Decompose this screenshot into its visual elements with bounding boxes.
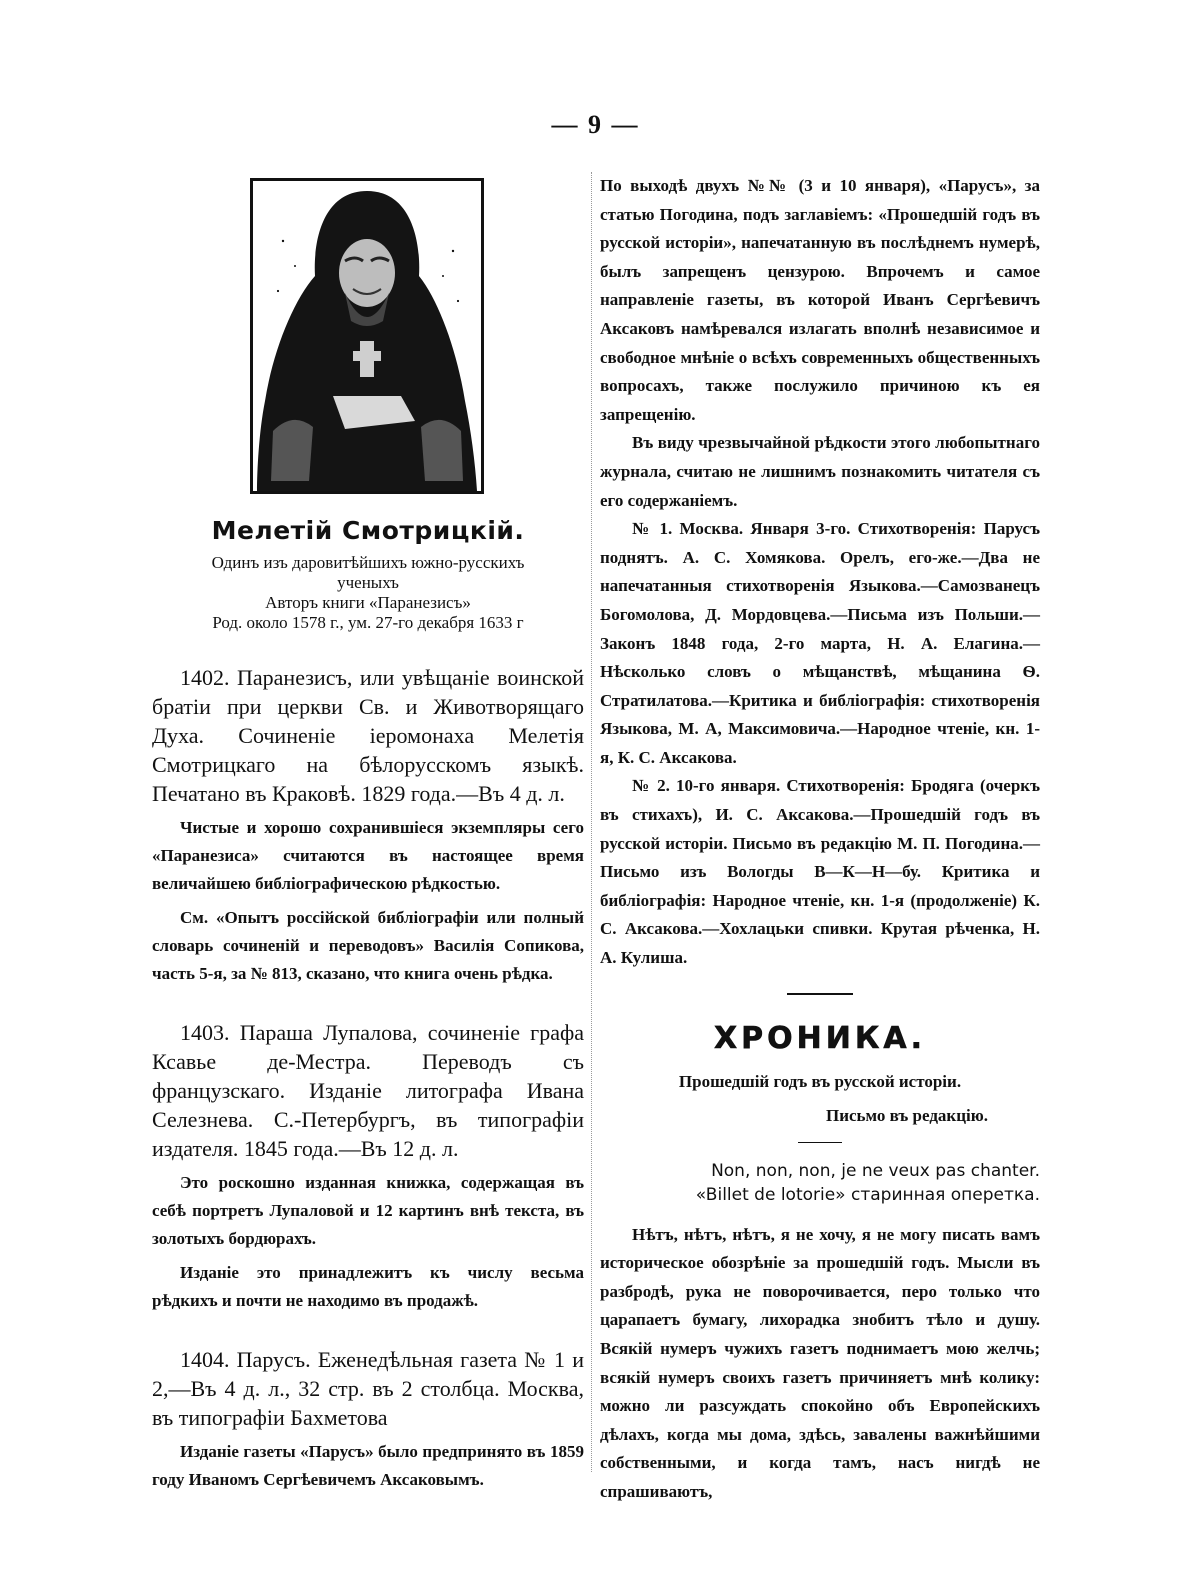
entry-1402-note: Чистые и хорошо сохранившіеся экземпляры сего «Паранезиса» считаются въ настоящее время величайшею библіографическою рѣдкостью. — [152, 818, 584, 893]
right-column — [600, 172, 1040, 1507]
portrait-caption-line: Род. около 1578 г., ум. 27-го декабря 1633 г — [212, 613, 524, 632]
column-divider — [591, 172, 592, 1472]
paragraph: По выходѣ двухъ №№ (3 и 10 января), «Парусъ», за статью Погодина, подъ заглавіемъ: «Прошедшій годъ въ русской исторіи», напечатанную въ послѣднемъ нумерѣ, былъ запрещенъ цензурою. Впрочемъ и самое направленіе газеты, въ которой Иванъ Сергѣевичъ Аксаковъ намѣревался излагать вполнѣ независимое и свободное мнѣніе о всѣхъ современныхъ общественныхъ вопросахъ, также послужило причиною къ ея запрещенію. — [600, 176, 1040, 424]
section-rule — [798, 1142, 842, 1143]
entry-1402-heading: 1402. Паранезисъ, или увѣщаніе воинской братіи при церкви Св. и Животворящаго Духа. Сочиненіе іеромонаха Мелетія Смотрицкаго на бѣлорусскомъ языкѣ. Печатано въ Краковѣ. 1829 года.—Въ 4 д. л. — [152, 665, 584, 806]
entry-1404-heading: 1404. Парусъ. Еженедѣльная газета № 1 и 2,—Въ 4 д. л., 32 стр. въ 2 столбца. Москва, въ типографіи Бахметова — [152, 1347, 584, 1430]
epigraph-line: Non, non, non, je ne veux pas chanter. — [711, 1160, 1040, 1181]
paragraph: № 2. 10-го января. Стихотворенія: Бродяга (очеркъ въ стихахъ), И. С. Аксакова.—Прошедшій годъ въ русской исторіи. Письмо въ редакцію М. П. Погодина.—Письмо изъ Вологды В—К—Н—бу. Критика и библіографія: Народное чтеніе, кн. 1-я (продолженіе) К. С. Аксакова.—Хохлацьки спивки. Крутая рѣченка, Н. А. Кулиша. — [600, 776, 1040, 968]
entry-1404-note: Изданіе газеты «Парусъ» было предпринято въ 1859 году Иваномъ Сергѣевичемъ Аксаковымъ. — [152, 1442, 584, 1489]
letter-body: Нѣтъ, нѣтъ, нѣтъ, я не хочу, я не могу писать вамъ историческое обозрѣніе за прошедшій годъ. Мысли въ разбродѣ, рука не поворочивается, перо только что царапаетъ бумагу, лихорадка знобитъ тѣло и душу. Всякій нумеръ чужихъ газетъ поднимаетъ мою желчь; всякій нумеръ своихъ газетъ причиняетъ мнѣ колику: можно ли разсуждать спокойно объ Европейскихъ дѣлахъ, когда мы дома, здѣсь, завалены важнѣйшими собственными, и когда тамъ, насъ нигдѣ не спрашиваютъ, — [600, 1224, 1040, 1501]
section-title: ХРОНИКА. — [714, 1020, 926, 1056]
left-column — [152, 172, 584, 1494]
entry-1403-heading: 1403. Параша Лупалова, сочиненіе графа Ксавье де-Местра. Переводъ съ французскаго. Изданіе литографа Ивана Селезнева. С.-Петербургъ, въ типографіи издателя. 1845 года.—Въ 12 д. л. — [152, 1020, 584, 1161]
portrait-caption-line: ученыхъ — [337, 573, 399, 592]
paragraph: Въ виду чрезвычайной рѣдкости этого любопытнаго журнала, считаю не лишнимъ познакомить читателя съ его содержаніемъ. — [600, 433, 1040, 510]
entry-1403-note: Это роскошно изданная книжка, содержащая въ себѣ портретъ Лупаловой и 12 картинъ внѣ текста, въ золотыхъ бордюрахъ. — [152, 1173, 584, 1248]
portrait-caption-line: Авторъ книги «Паранезисъ» — [265, 593, 471, 612]
paragraph: № 1. Москва. Января 3-го. Стихотворенія: Парусъ поднятъ. А. С. Хомякова. Орелъ, его-же.—Два не напечатанныя стихотворенія Языкова.—Самозванецъ Богомолова, Д. Мордовцева.—Письма изъ Польши.—Законъ 1848 года, 2-го марта, Н. А. Елагина.—Нѣсколько словъ о мѣщанствѣ, мѣщанина Ѳ. Стратилатова.—Критика и библіографія: стихотворенія Языкова, М. А, Максимовича.—Народное чтеніе, кн. 1-я, К. С. Аксакова. — [600, 519, 1040, 767]
epigraph-line: «Billet de lotorie» старинная оперетка. — [695, 1184, 1040, 1205]
portrait-caption-line: Одинъ изъ даровитѣйшихъ южно-русскихъ — [211, 553, 525, 572]
portrait-caption-name: Мелетій Смотрицкій. — [211, 516, 525, 545]
section-subtitle: Прошедшій годъ въ русской исторіи. — [678, 1071, 962, 1091]
portrait-image — [250, 178, 484, 494]
page-number: — 9 — — [551, 110, 640, 139]
entry-1403-note: Изданіе это принадлежитъ къ числу весьма рѣдкихъ и почти не находимо въ продажѣ. — [152, 1263, 584, 1310]
letter-heading: Письмо въ редакцію. — [825, 1105, 988, 1125]
section-rule — [787, 993, 853, 995]
entry-1402-note: См. «Опытъ россійской библіографіи или полный словарь сочиненій и переводовъ» Василія Сопикова, часть 5-я, за № 813, сказано, что книга очень рѣдка. — [152, 908, 584, 983]
